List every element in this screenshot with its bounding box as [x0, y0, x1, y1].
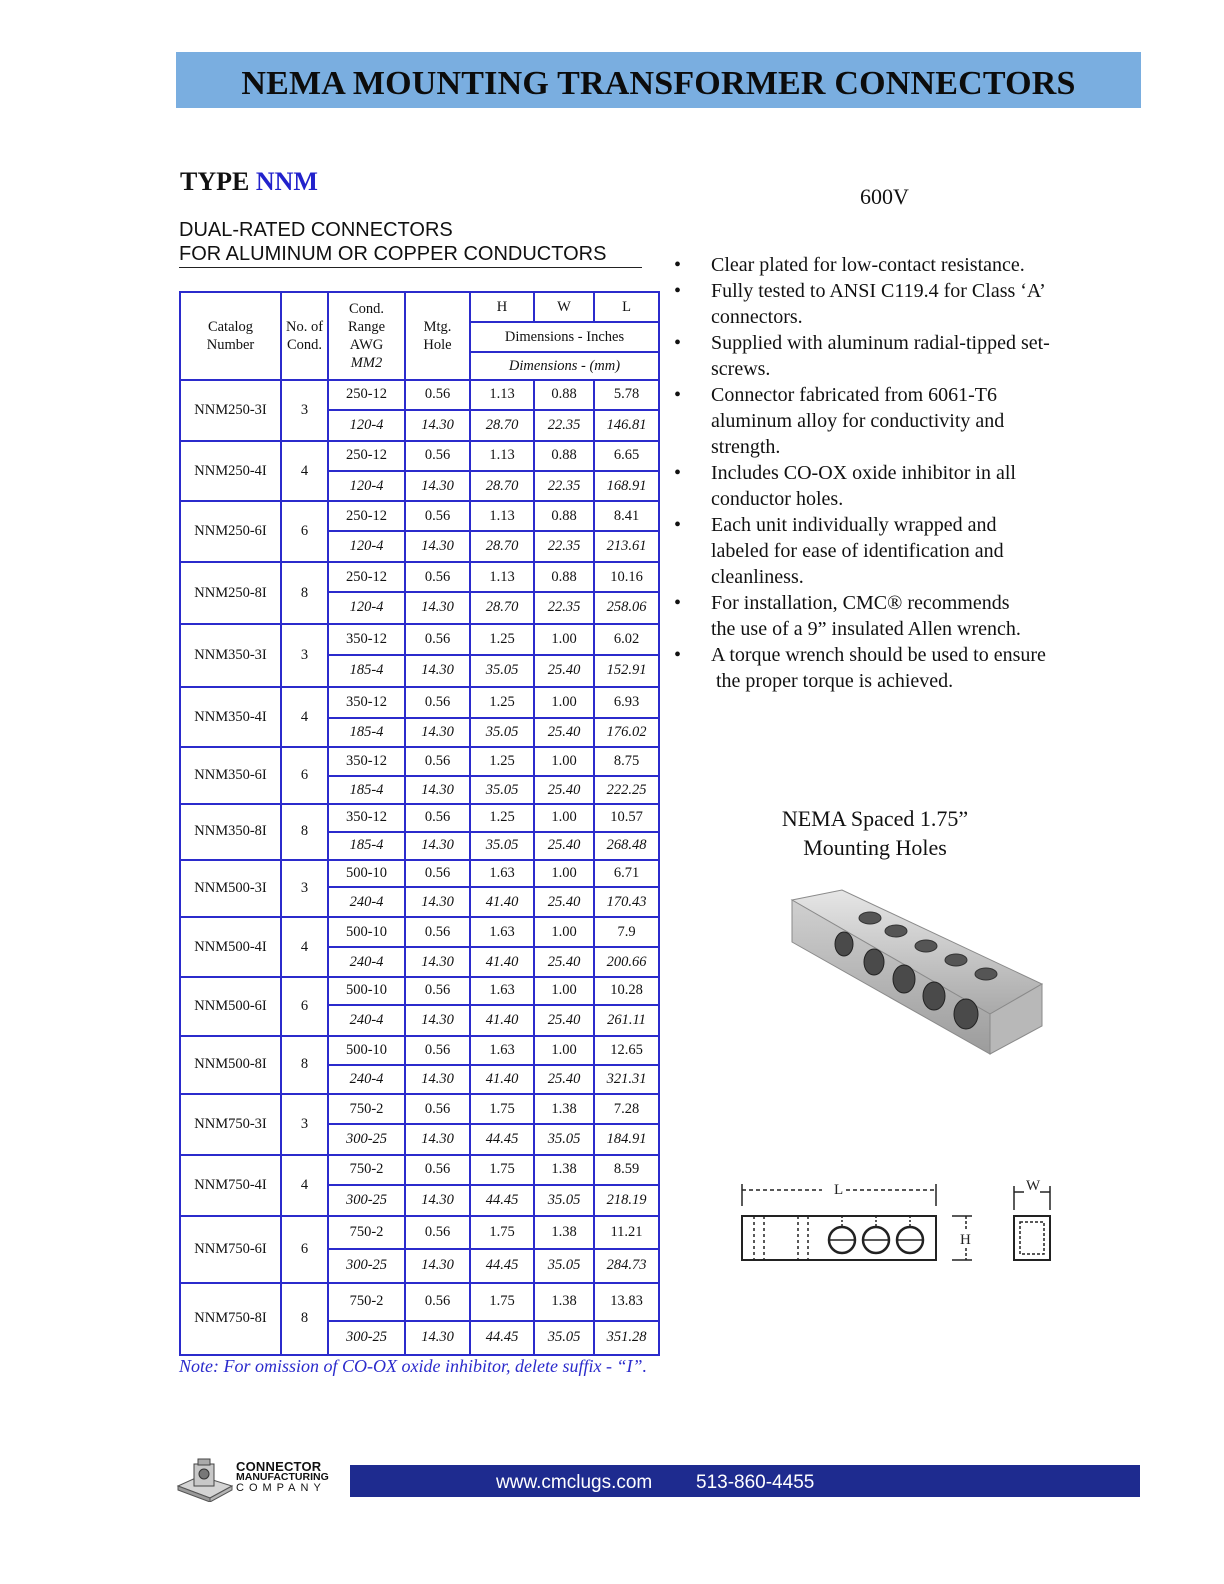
mtg-hole-inches: 0.56 [405, 624, 470, 655]
table-row [180, 501, 659, 531]
w-inches: 0.88 [534, 380, 594, 410]
conductor-count: 4 [281, 917, 328, 977]
feature-text-line: A torque wrench should be used to ensure [711, 644, 1046, 666]
cond-range-mm2: 300-25 [328, 1124, 405, 1155]
mtg-hole-mm: 14.30 [405, 947, 470, 977]
feature-text-line: connectors. [711, 306, 803, 328]
conductor-count: 6 [281, 977, 328, 1036]
feature-text-line: conductor holes. [711, 488, 844, 510]
h-inches: 1.13 [470, 501, 534, 531]
cond-range-mm2: 240-4 [328, 1065, 405, 1094]
table-row [180, 917, 659, 947]
cond-range-awg: 500-10 [328, 860, 405, 888]
mtg-hole-inches: 0.56 [405, 501, 470, 531]
catalog-number: NNM350-4I [180, 687, 281, 748]
l-inches: 7.28 [594, 1094, 659, 1124]
mtg-hole-mm: 14.30 [405, 776, 470, 804]
h-mm: 44.45 [470, 1321, 534, 1355]
h-mm: 28.70 [470, 410, 534, 441]
l-mm: 146.81 [594, 410, 659, 441]
conductor-count: 8 [281, 562, 328, 624]
h-mm: 35.05 [470, 718, 534, 748]
cond-range-mm2: 120-4 [328, 531, 405, 562]
feature-item [674, 330, 1094, 382]
l-inches: 13.83 [594, 1283, 659, 1321]
header-h: H [470, 292, 534, 322]
w-inches: 1.00 [534, 917, 594, 947]
h-inches: 1.63 [470, 860, 534, 888]
feature-text-line: Connector fabricated from 6061-T6 [711, 384, 998, 406]
table-row [180, 860, 659, 888]
table-row [180, 1094, 659, 1124]
header-no-of-cond: No. of Cond. [281, 292, 328, 380]
mtg-hole-mm: 14.30 [405, 410, 470, 441]
bullet-icon: • [674, 384, 682, 406]
mtg-hole-inches: 0.56 [405, 860, 470, 888]
catalog-number: NNM250-4I [180, 441, 281, 502]
conductor-count: 3 [281, 380, 328, 441]
l-inches: 10.16 [594, 562, 659, 592]
h-inches: 1.63 [470, 1036, 534, 1066]
header-w: W [534, 292, 594, 322]
cond-range-awg: 500-10 [328, 1036, 405, 1066]
h-mm: 44.45 [470, 1185, 534, 1216]
feature-item [674, 278, 1094, 330]
catalog-number: NNM750-6I [180, 1216, 281, 1283]
mtg-hole-inches: 0.56 [405, 562, 470, 592]
feature-text-line: Clear plated for low-contact resistance. [711, 254, 1025, 276]
w-mm: 25.40 [534, 832, 594, 860]
w-mm: 25.40 [534, 1005, 594, 1036]
l-inches: 8.75 [594, 747, 659, 776]
feature-item [674, 460, 1094, 512]
feature-list [674, 252, 1094, 694]
catalog-number: NNM500-3I [180, 860, 281, 918]
feature-item [674, 642, 1094, 694]
w-inches: 0.88 [534, 501, 594, 531]
mtg-hole-mm: 14.30 [405, 1065, 470, 1094]
voltage-rating: 600V [860, 184, 909, 209]
l-mm: 268.48 [594, 832, 659, 860]
catalog-number: NNM350-6I [180, 747, 281, 804]
w-mm: 35.05 [534, 1185, 594, 1216]
h-inches: 1.75 [470, 1216, 534, 1249]
l-mm: 176.02 [594, 718, 659, 748]
h-mm: 28.70 [470, 592, 534, 624]
feature-item [674, 512, 1094, 590]
mtg-hole-mm: 14.30 [405, 1185, 470, 1216]
feature-text-line: aluminum alloy for conductivity and [711, 410, 1005, 432]
cond-range-mm2: 185-4 [328, 655, 405, 687]
table-row [180, 1216, 659, 1249]
w-inches: 1.00 [534, 747, 594, 776]
l-mm: 284.73 [594, 1249, 659, 1283]
omission-note: Note: For omission of CO-OX oxide inhibitor, delete suffix - “I”. [179, 1356, 647, 1376]
l-inches: 10.57 [594, 804, 659, 832]
mtg-hole-inches: 0.56 [405, 804, 470, 832]
h-mm: 35.05 [470, 832, 534, 860]
cond-range-mm2: 240-4 [328, 887, 405, 917]
feature-text-line: Each unit individually wrapped and [711, 514, 997, 536]
cond-range-mm2: 300-25 [328, 1249, 405, 1283]
feature-text-line: strength. [711, 436, 781, 458]
cond-range-awg: 250-12 [328, 562, 405, 592]
l-mm: 213.61 [594, 531, 659, 562]
w-mm: 25.40 [534, 655, 594, 687]
table-row [180, 441, 659, 471]
bullet-icon: • [674, 280, 682, 302]
mtg-hole-mm: 14.30 [405, 655, 470, 687]
mtg-hole-mm: 14.30 [405, 1005, 470, 1036]
w-inches: 1.38 [534, 1155, 594, 1185]
h-inches: 1.13 [470, 562, 534, 592]
cond-range-awg: 250-12 [328, 380, 405, 410]
h-inches: 1.63 [470, 917, 534, 947]
catalog-number: NNM750-4I [180, 1155, 281, 1216]
w-mm: 22.35 [534, 410, 594, 441]
l-mm: 261.11 [594, 1005, 659, 1036]
h-inches: 1.25 [470, 624, 534, 655]
type-heading [180, 167, 318, 197]
h-inches: 1.25 [470, 687, 534, 718]
cond-range-mm2: 240-4 [328, 1005, 405, 1036]
w-mm: 22.35 [534, 471, 594, 502]
photo-caption: NEMA Spaced 1.75” Mounting Holes [781, 806, 969, 860]
cond-range-awg: 250-12 [328, 501, 405, 531]
h-mm: 28.70 [470, 471, 534, 502]
h-inches: 1.25 [470, 804, 534, 832]
table-row [180, 1155, 659, 1185]
dimension-drawing [738, 1176, 1058, 1268]
cond-range-mm2: 300-25 [328, 1321, 405, 1355]
w-inches: 1.00 [534, 977, 594, 1005]
l-inches: 12.65 [594, 1036, 659, 1066]
cond-range-mm2: 120-4 [328, 471, 405, 502]
conductor-count: 6 [281, 747, 328, 804]
header-l: L [594, 292, 659, 322]
company-logo-text: CONNECTOR MANUFACTURING COMPANY [236, 1459, 329, 1494]
feature-item [674, 382, 1094, 460]
conductor-count: 3 [281, 1094, 328, 1155]
l-mm: 168.91 [594, 471, 659, 502]
l-inches: 6.93 [594, 687, 659, 718]
h-mm: 44.45 [470, 1249, 534, 1283]
w-inches: 1.00 [534, 804, 594, 832]
table-row [180, 562, 659, 592]
w-mm: 25.40 [534, 947, 594, 977]
w-mm: 25.40 [534, 776, 594, 804]
l-inches: 5.78 [594, 380, 659, 410]
conductor-count: 3 [281, 860, 328, 918]
h-inches: 1.75 [470, 1094, 534, 1124]
w-mm: 35.05 [534, 1124, 594, 1155]
website-link[interactable]: www.cmclugs.com [496, 1472, 653, 1493]
catalog-number: NNM500-4I [180, 917, 281, 977]
type-prefix: TYPE [180, 167, 250, 196]
table-row [180, 380, 659, 410]
h-mm: 28.70 [470, 531, 534, 562]
catalog-number: NNM500-6I [180, 977, 281, 1036]
h-mm: 35.05 [470, 776, 534, 804]
h-inches: 1.13 [470, 441, 534, 471]
w-mm: 25.40 [534, 887, 594, 917]
h-inches: 1.75 [470, 1155, 534, 1185]
phone-number: 513-860-4455 [696, 1472, 815, 1493]
l-inches: 7.9 [594, 917, 659, 947]
h-inches: 1.75 [470, 1283, 534, 1321]
catalog-number: NNM250-8I [180, 562, 281, 624]
mtg-hole-inches: 0.56 [405, 380, 470, 410]
header-dimensions-mm: Dimensions - (mm) [470, 352, 659, 380]
mtg-hole-inches: 0.56 [405, 1283, 470, 1321]
l-mm: 321.31 [594, 1065, 659, 1094]
mtg-hole-mm: 14.30 [405, 531, 470, 562]
cond-range-awg: 750-2 [328, 1283, 405, 1321]
cond-range-awg: 350-12 [328, 624, 405, 655]
w-mm: 35.05 [534, 1249, 594, 1283]
mtg-hole-mm: 14.30 [405, 832, 470, 860]
w-inches: 1.00 [534, 687, 594, 718]
w-inches: 1.00 [534, 624, 594, 655]
header-cond-range: Cond. Range AWG MM2 [328, 292, 405, 380]
label-l: L [834, 1182, 844, 1198]
conductor-count: 6 [281, 501, 328, 562]
h-mm: 41.40 [470, 1005, 534, 1036]
w-inches: 0.88 [534, 562, 594, 592]
conductor-count: 8 [281, 1036, 328, 1095]
bullet-icon: • [674, 332, 682, 354]
feature-text-line: Fully tested to ANSI C119.4 for Class ‘A’ [711, 280, 1046, 302]
l-inches: 10.28 [594, 977, 659, 1005]
mtg-hole-inches: 0.56 [405, 1155, 470, 1185]
l-mm: 218.19 [594, 1185, 659, 1216]
table-row [180, 1036, 659, 1066]
cond-range-mm2: 120-4 [328, 592, 405, 624]
catalog-number: NNM250-6I [180, 501, 281, 562]
catalog-number: NNM750-8I [180, 1283, 281, 1355]
l-inches: 8.59 [594, 1155, 659, 1185]
feature-item [674, 252, 1094, 278]
table-row [180, 687, 659, 718]
feature-item [674, 590, 1094, 642]
feature-text-line: cleanliness. [711, 566, 804, 588]
subtitle-line-1: DUAL-RATED CONNECTORS [179, 219, 453, 241]
feature-text-line: Supplied with aluminum radial-tipped set- [711, 332, 1050, 354]
w-mm: 25.40 [534, 1065, 594, 1094]
w-inches: 1.38 [534, 1094, 594, 1124]
header-mtg-hole: Mtg. Hole [405, 292, 470, 380]
title-banner [176, 52, 1141, 108]
w-mm: 22.35 [534, 592, 594, 624]
cond-range-awg: 250-12 [328, 441, 405, 471]
mtg-hole-mm: 14.30 [405, 1321, 470, 1355]
l-mm: 351.28 [594, 1321, 659, 1355]
cond-range-mm2: 120-4 [328, 410, 405, 441]
w-inches: 1.00 [534, 860, 594, 888]
feature-text-line: Includes CO-OX oxide inhibitor in all [711, 462, 1016, 484]
catalog-number: NNM500-8I [180, 1036, 281, 1095]
cond-range-awg: 350-12 [328, 687, 405, 718]
catalog-number: NNM250-3I [180, 380, 281, 441]
mtg-hole-inches: 0.56 [405, 1216, 470, 1249]
h-inches: 1.63 [470, 977, 534, 1005]
mtg-hole-inches: 0.56 [405, 747, 470, 776]
h-mm: 35.05 [470, 655, 534, 687]
mtg-hole-inches: 0.56 [405, 977, 470, 1005]
l-mm: 200.66 [594, 947, 659, 977]
spec-table-body [180, 380, 659, 1355]
header-dimensions-inches: Dimensions - Inches [470, 322, 659, 352]
table-row [180, 804, 659, 832]
conductor-count: 8 [281, 804, 328, 860]
h-mm: 41.40 [470, 887, 534, 917]
table-row [180, 747, 659, 776]
subtitle-line-2: FOR ALUMINUM OR COPPER CONDUCTORS [179, 243, 642, 268]
mtg-hole-inches: 0.56 [405, 917, 470, 947]
bullet-icon: • [674, 254, 682, 276]
l-inches: 6.02 [594, 624, 659, 655]
cond-range-awg: 500-10 [328, 917, 405, 947]
w-inches: 0.88 [534, 441, 594, 471]
mtg-hole-mm: 14.30 [405, 1249, 470, 1283]
cond-range-mm2: 185-4 [328, 832, 405, 860]
l-inches: 11.21 [594, 1216, 659, 1249]
l-inches: 6.71 [594, 860, 659, 888]
conductor-count: 3 [281, 624, 328, 687]
cond-range-awg: 500-10 [328, 977, 405, 1005]
l-mm: 152.91 [594, 655, 659, 687]
w-inches: 1.00 [534, 1036, 594, 1066]
cond-range-mm2: 185-4 [328, 776, 405, 804]
mtg-hole-inches: 0.56 [405, 687, 470, 718]
cond-range-awg: 350-12 [328, 747, 405, 776]
feature-text-line: the use of a 9” insulated Allen wrench. [711, 618, 1021, 640]
cond-range-awg: 750-2 [328, 1094, 405, 1124]
table-row [180, 624, 659, 655]
feature-text-line: labeled for ease of identification and [711, 540, 1004, 562]
w-mm: 25.40 [534, 718, 594, 748]
mtg-hole-mm: 14.30 [405, 887, 470, 917]
h-mm: 41.40 [470, 1065, 534, 1094]
w-inches: 1.38 [534, 1216, 594, 1249]
feature-text-line: the proper torque is achieved. [711, 670, 954, 692]
label-w: W [1026, 1178, 1041, 1194]
w-inches: 1.38 [534, 1283, 594, 1321]
w-mm: 35.05 [534, 1321, 594, 1355]
table-row [180, 977, 659, 1005]
cond-range-mm2: 300-25 [328, 1185, 405, 1216]
bullet-icon: • [674, 592, 682, 614]
header-catalog-number: Catalog Number [180, 292, 281, 380]
mtg-hole-inches: 0.56 [405, 441, 470, 471]
cond-range-mm2: 240-4 [328, 947, 405, 977]
cond-range-awg: 350-12 [328, 804, 405, 832]
catalog-number: NNM750-3I [180, 1094, 281, 1155]
feature-text-line: screws. [711, 358, 771, 380]
footer-bar [350, 1465, 1140, 1497]
l-mm: 258.06 [594, 592, 659, 624]
cond-range-mm2: 185-4 [328, 718, 405, 748]
l-mm: 222.25 [594, 776, 659, 804]
l-inches: 6.65 [594, 441, 659, 471]
h-inches: 1.25 [470, 747, 534, 776]
connector-photo [786, 886, 1046, 1058]
type-code: NNM [255, 167, 318, 196]
bullet-icon: • [674, 514, 682, 536]
bullet-icon: • [674, 462, 682, 484]
mtg-hole-inches: 0.56 [405, 1036, 470, 1066]
conductor-count: 4 [281, 441, 328, 502]
mtg-hole-mm: 14.30 [405, 471, 470, 502]
w-mm: 22.35 [534, 531, 594, 562]
l-mm: 184.91 [594, 1124, 659, 1155]
spec-table [179, 291, 660, 1356]
mtg-hole-mm: 14.30 [405, 1124, 470, 1155]
conductor-count: 4 [281, 687, 328, 748]
mtg-hole-inches: 0.56 [405, 1094, 470, 1124]
page-title: NEMA MOUNTING TRANSFORMER CONNECTORS [241, 65, 1076, 102]
l-mm: 170.43 [594, 887, 659, 917]
h-inches: 1.13 [470, 380, 534, 410]
cond-range-awg: 750-2 [328, 1155, 405, 1185]
mtg-hole-mm: 14.30 [405, 592, 470, 624]
mtg-hole-mm: 14.30 [405, 718, 470, 748]
feature-text-line: For installation, CMC® recommends [711, 592, 1010, 614]
cond-range-awg: 750-2 [328, 1216, 405, 1249]
catalog-number: NNM350-8I [180, 804, 281, 860]
catalog-number: NNM350-3I [180, 624, 281, 687]
label-h: H [960, 1232, 971, 1248]
conductor-count: 4 [281, 1155, 328, 1216]
bullet-icon: • [674, 644, 682, 666]
h-mm: 41.40 [470, 947, 534, 977]
l-inches: 8.41 [594, 501, 659, 531]
h-mm: 44.45 [470, 1124, 534, 1155]
conductor-count: 8 [281, 1283, 328, 1355]
table-row [180, 1283, 659, 1321]
conductor-count: 6 [281, 1216, 328, 1283]
